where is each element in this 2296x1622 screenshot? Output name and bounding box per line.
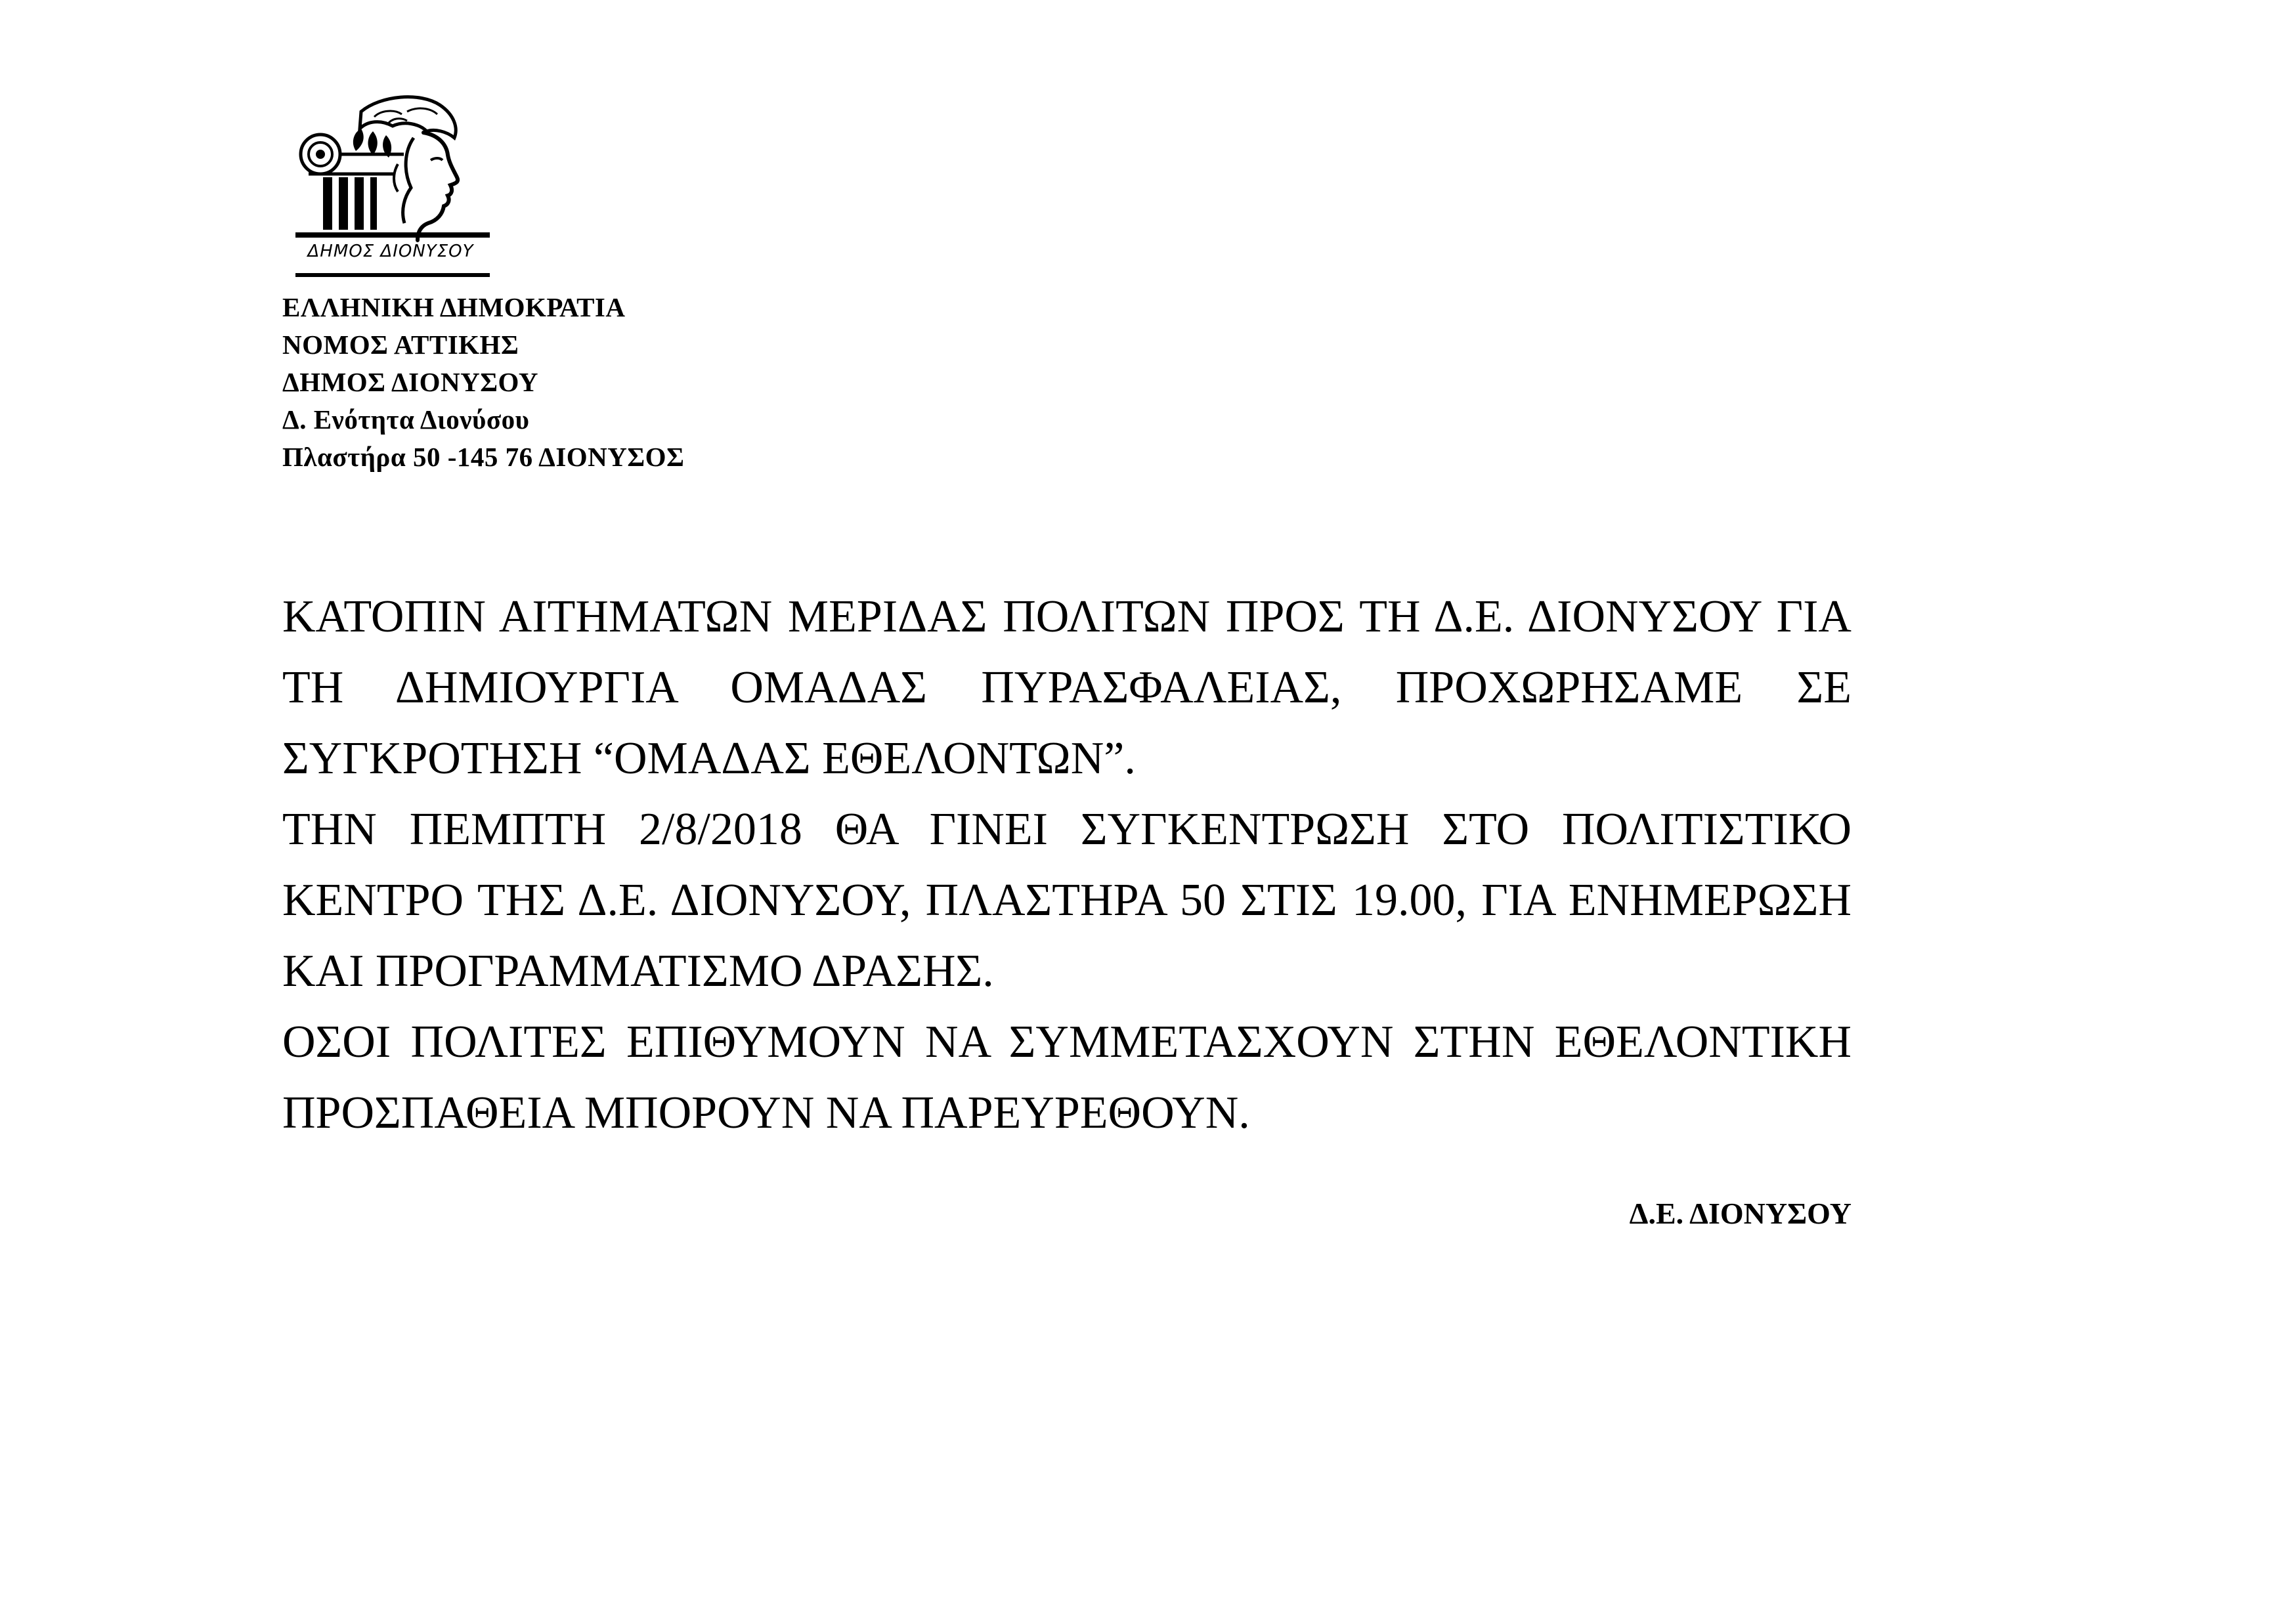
municipality-logo	[282, 92, 499, 280]
country-name: ΕΛΛΗΝΙΚΗ ΔΗΜΟΚΡΑΤΙΑ	[282, 292, 626, 322]
announcement-paragraph-3: ΟΣΟΙ ΠΟΛΙΤΕΣ ΕΠΙΘΥΜΟΥΝ ΝΑ ΣΥΜΜΕΤΑΣΧΟΥΝ ΣΤΗΝ ΕΘΕΛΟΝΤΙΚΗ ΠΡΟΣΠΑΘΕΙΑ ΜΠΟΡΟΥΝ ΝΑ ΠΑΡΕΥΡΕΘΟΥΝ.	[282, 1017, 1852, 1138]
municipality-name: ΔΗΜΟΣ ΔΙΟΝΥΣΟΥ	[282, 367, 538, 397]
municipal-unit: Δ. Ενότητα Διονύσου	[282, 404, 530, 435]
announcement-paragraph-1: ΚΑΤΟΠΙΝ ΑΙΤΗΜΑΤΩΝ ΜΕΡΙΔΑΣ ΠΟΛΙΤΩΝ ΠΡΟΣ ΤΗ Δ.Ε. ΔΙΟΝΥΣΟΥ ΓΙΑ ΤΗ ΔΗΜΙΟΥΡΓΙΑ ΟΜΑΔΑΣ ΠΥΡΑΣΦΑΛΕΙΑΣ, ΠΡΟΧΩΡΗΣΑΜΕ ΣΕ ΣΥΓΚΡΟΤΗΣΗ “ΟΜΑΔΑΣ ΕΘΕΛΟΝΤΩΝ”.	[282, 591, 1852, 784]
signature: Δ.Ε. ΔΙΟΝΥΣΟΥ	[1629, 1197, 1852, 1230]
letterhead	[282, 289, 684, 476]
announcement-paragraph-2: ΤΗΝ ΠΕΜΠΤΗ 2/8/2018 ΘΑ ΓΙΝΕΙ ΣΥΓΚΕΝΤΡΩΣΗ ΣΤΟ ΠΟΛΙΤΙΣΤΙΚΟ ΚΕΝΤΡΟ ΤΗΣ Δ.Ε. ΔΙΟΝΥΣΟΥ, ΠΛΑΣΤΗΡΑ 50 ΣΤΙΣ 19.00, ΓΙΑ ΕΝΗΜΕΡΩΣΗ ΚΑΙ ΠΡΟΓΡΑΜΜΑΤΙΣΜΟ ΔΡΑΣΗΣ.	[282, 804, 1852, 996]
announcement-body	[282, 582, 1852, 1149]
address: Πλαστήρα 50 -145 76 ΔΙΟΝΥΣΟΣ	[282, 442, 685, 472]
logo-caption: ΔΗΜΟΣ ΔΙΟΝΥΣΟΥ	[307, 242, 474, 261]
prefecture-name: ΝΟΜΟΣ ΑΤΤΙΚΗΣ	[282, 330, 519, 360]
